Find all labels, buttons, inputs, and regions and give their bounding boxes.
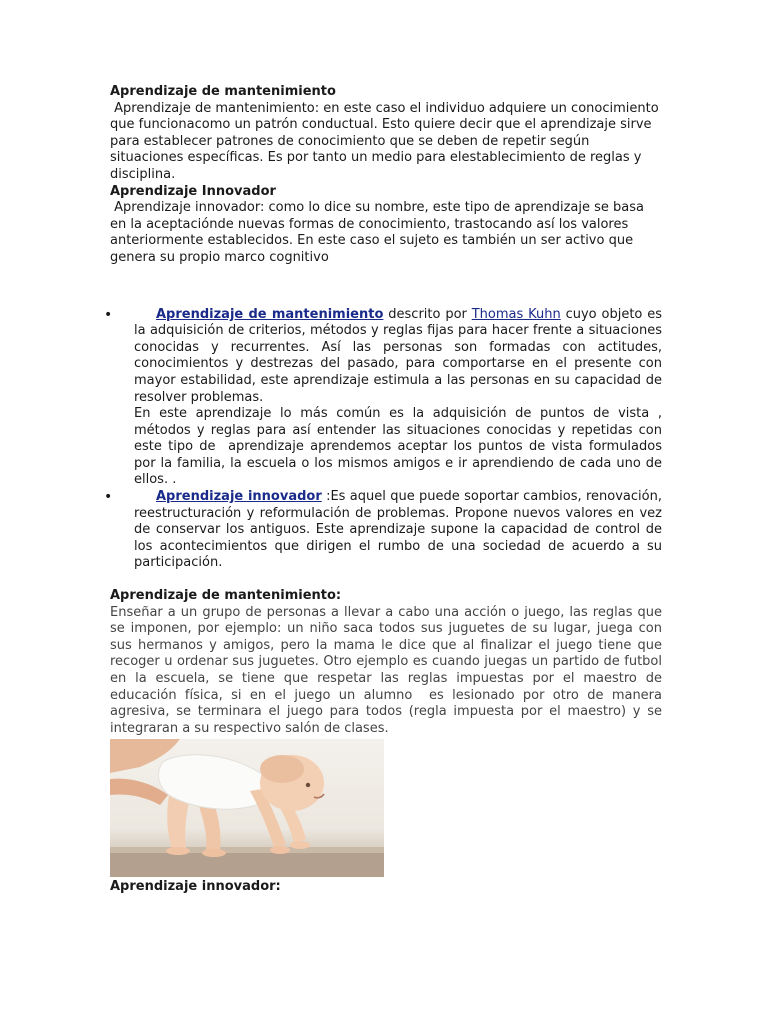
bullet-item-innovador: [104, 489, 667, 572]
example-paragraph: Enseñar a un grupo de personas a llevar a cabo una acción o juego, las reglas que se imponen, por ejemplo: un niño saca todos sus juguetes de su lugar, juega con sus hermanos y amigos, pero la mama le dice que al finalizar el juego tiene que recoger u ordenar sus juguetes. Otro ejemplo es cuando juegas un partido de futbol en la escuela, se tiene que respetar las reglas impuestas por el maestro de educación física, si en el juego un alumno es lesionado por otro de manera agresiva, se terminara el juego para todos (regla impuesta por el maestro) y se integraran a su respectivo salón de clases.: [110, 604, 667, 736]
baby-walking-photo: [110, 739, 384, 877]
paragraph-mantenimiento: Aprendizaje de mantenimiento: en este caso el individuo adquiere un conocimiento que funcionacomo un patrón conductual. Esto quiere decir que el aprendizaje sirve para establecer patrones de conocimiento que se deben de repetir según situaciones específicas. Es por tanto un medio para elestablecimiento de reglas y disciplina.: [110, 100, 663, 182]
spacer: [110, 572, 662, 588]
bullet-dot-icon: •: [104, 489, 113, 506]
link-aprendizaje-innovador[interactable]: Aprendizaje innovador: [156, 489, 322, 505]
paragraph-innovador: Aprendizaje innovador: como lo dice su nombre, este tipo de aprendizaje se basa en la aceptaciónde nuevas formas de conocimiento, trastocando así los valores anteriormente establecidos. En este caso el sujeto es también un ser activo que genera su propio marco cognitivo: [110, 200, 649, 265]
document-page: [104, 84, 667, 896]
bullet-item-mantenimiento: [104, 306, 667, 490]
heading-mantenimiento: Aprendizaje de mantenimiento: [110, 84, 336, 99]
link-aprendizaje-mantenimiento[interactable]: Aprendizaje de mantenimiento: [156, 306, 384, 322]
bullet-text-continued: En este aprendizaje lo más común es la adquisición de puntos de vista , métodos y reglas para así entender las situaciones conocidas y repetidas con este tipo de aprendizaje aprendemos aceptar los puntos de vista formulados por la familia, la escuela o los mismos amigos e ir aprendiendo de cada uno de ellos. .: [134, 406, 667, 488]
heading-innovador: Aprendizaje Innovador: [110, 183, 276, 199]
bullet-list: [104, 306, 667, 573]
bottom-heading-innovador: Aprendizaje innovador:: [110, 879, 281, 895]
bullet-dot-icon: •: [104, 306, 113, 323]
example-title: Aprendizaje de mantenimiento:: [110, 588, 342, 604]
baby-illustration: [110, 739, 384, 877]
bullet-text: cuyo objeto es la adquisición de criterios, métodos y reglas fijas para hacer frente a situaciones conocidas y recurrentes. Así las personas son formadas con actitudes, conocimientos y destrezas del pasado, para comportarse en el presente con mayor estabilidad, este aprendizaje estimula a las personas en su capacidad de resolver problemas.: [134, 306, 667, 405]
link-thomas-kuhn[interactable]: Thomas Kuhn: [471, 306, 561, 322]
bullet-text: :Es aquel que puede soportar cambios, renovación, reestructuración y reformulación de problemas. Propone nuevos valores en vez de conservar los antiguos. Este aprendizaje supone la capacidad de control de los acontecimientos que dirigen el rumbo de una sociedad de acuerdo a su participación.: [134, 489, 667, 571]
spacer: [110, 267, 662, 307]
bullet-text: descrito por: [383, 306, 472, 322]
